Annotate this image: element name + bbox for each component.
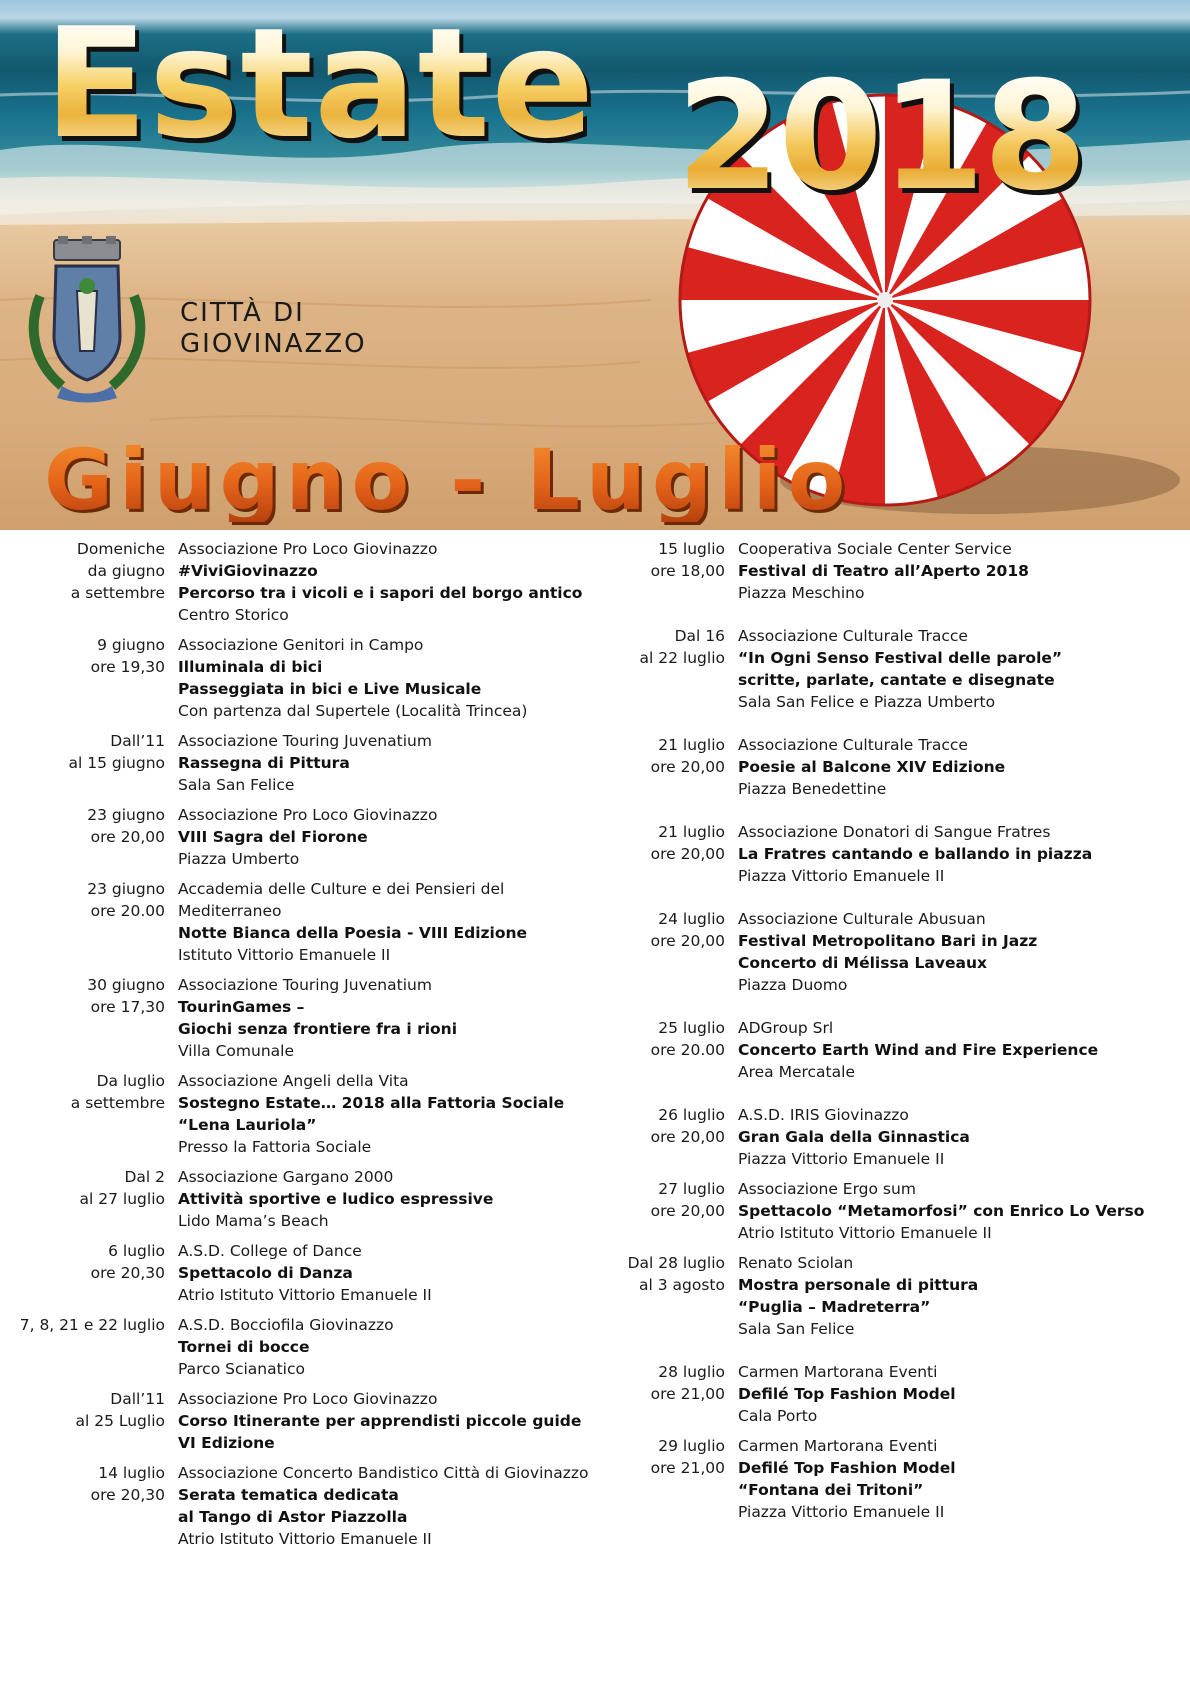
event-venue: Piazza Duomo bbox=[738, 976, 848, 994]
event-organizer: A.S.D. IRIS Giovinazzo bbox=[738, 1106, 909, 1124]
event-title: Notte Bianca della Poesia - VIII Edizione bbox=[178, 924, 528, 942]
event-info bbox=[178, 1070, 600, 1158]
event-title: Giochi senza frontiere fra i rioni bbox=[178, 1020, 458, 1038]
event-date-line: al 27 luglio bbox=[79, 1190, 165, 1208]
event-venue: Istituto Vittorio Emanuele II bbox=[178, 946, 391, 964]
event-date-line: 29 luglio bbox=[658, 1437, 725, 1455]
event-info bbox=[178, 1314, 600, 1380]
event-title: Rassegna di Pittura bbox=[178, 754, 350, 772]
event-entry bbox=[0, 804, 600, 870]
event-organizer: Associazione Culturale Tracce bbox=[738, 736, 968, 754]
event-date-line: al 25 Luglio bbox=[75, 1412, 165, 1430]
event-date-line: ore 20,00 bbox=[650, 932, 725, 950]
event-entry bbox=[600, 1361, 1190, 1427]
event-date-line: a settembre bbox=[70, 584, 165, 602]
event-info bbox=[178, 730, 600, 796]
city-name-line2: GIOVINAZZO bbox=[180, 329, 367, 359]
event-date-line: ore 21,00 bbox=[650, 1385, 725, 1403]
event-date-line: al 3 agosto bbox=[639, 1276, 725, 1294]
event-venue: Atrio Istituto Vittorio Emanuele II bbox=[178, 1530, 432, 1548]
event-info bbox=[738, 1435, 1190, 1523]
event-title: Passeggiata in bici e Live Musicale bbox=[178, 680, 482, 698]
event-entry bbox=[0, 1314, 600, 1380]
event-venue: Centro Storico bbox=[178, 606, 289, 624]
event-title: Poesie al Balcone XIV Edizione bbox=[738, 758, 1006, 776]
event-date bbox=[0, 538, 178, 626]
event-title: “Puglia – Madreterra” bbox=[738, 1298, 931, 1316]
event-entry bbox=[0, 1462, 600, 1550]
event-date-line: ore 20,00 bbox=[650, 845, 725, 863]
event-venue: Piazza Meschino bbox=[738, 584, 865, 602]
event-venue: Villa Comunale bbox=[178, 1042, 295, 1060]
event-title: Concerto Earth Wind and Fire Experience bbox=[738, 1041, 1099, 1059]
event-date bbox=[0, 878, 178, 966]
event-info bbox=[738, 1178, 1190, 1244]
months-heading: Giugno - Luglio bbox=[44, 431, 852, 529]
event-venue: Atrio Istituto Vittorio Emanuele II bbox=[738, 1224, 992, 1242]
event-organizer: Associazione Gargano 2000 bbox=[178, 1168, 394, 1186]
event-info bbox=[738, 1017, 1190, 1083]
event-organizer: Associazione Touring Juvenatium bbox=[178, 732, 432, 750]
event-date bbox=[600, 908, 738, 996]
event-date-line: 21 luglio bbox=[658, 736, 725, 754]
event-date bbox=[600, 734, 738, 800]
event-date bbox=[600, 625, 738, 713]
event-date-line: al 15 giugno bbox=[68, 754, 165, 772]
event-date-line: Da luglio bbox=[96, 1072, 165, 1090]
event-entry bbox=[600, 1017, 1190, 1083]
event-venue: Parco Scianatico bbox=[178, 1360, 305, 1378]
event-date-line: ore 17,30 bbox=[90, 998, 165, 1016]
event-entry bbox=[600, 908, 1190, 996]
event-entry bbox=[0, 634, 600, 722]
event-date-line: ore 20,00 bbox=[650, 1202, 725, 1220]
event-organizer: Associazione Culturale Tracce bbox=[738, 627, 968, 645]
event-organizer: Cooperativa Sociale Center Service bbox=[738, 540, 1012, 558]
event-date bbox=[0, 974, 178, 1062]
event-title: Spettacolo di Danza bbox=[178, 1264, 353, 1282]
event-info bbox=[738, 1252, 1190, 1340]
event-venue: Atrio Istituto Vittorio Emanuele II bbox=[178, 1286, 432, 1304]
event-date bbox=[0, 634, 178, 722]
event-info bbox=[178, 878, 600, 966]
event-date bbox=[0, 1388, 178, 1454]
event-entry bbox=[0, 878, 600, 966]
event-organizer: Associazione Ergo sum bbox=[738, 1180, 916, 1198]
event-date-line: da giugno bbox=[87, 562, 165, 580]
event-venue: Piazza Vittorio Emanuele II bbox=[738, 1503, 945, 1521]
event-info bbox=[738, 821, 1190, 887]
event-organizer: A.S.D. College of Dance bbox=[178, 1242, 362, 1260]
event-organizer: Associazione Pro Loco Giovinazzo bbox=[178, 1390, 438, 1408]
event-info bbox=[178, 1388, 600, 1454]
event-title: scritte, parlate, cantate e disegnate bbox=[738, 671, 1055, 689]
event-date-line: Dal 2 bbox=[124, 1168, 165, 1186]
title-year: 2018 bbox=[676, 50, 1086, 224]
event-date-line: ore 20,00 bbox=[650, 1128, 725, 1146]
event-info bbox=[178, 974, 600, 1062]
event-info bbox=[738, 625, 1190, 713]
event-entry bbox=[600, 1104, 1190, 1170]
event-organizer: Associazione Pro Loco Giovinazzo bbox=[178, 806, 438, 824]
event-venue: Presso la Fattoria Sociale bbox=[178, 1138, 372, 1156]
event-entry bbox=[0, 974, 600, 1062]
city-crest-icon bbox=[22, 236, 152, 406]
event-date-line: Dal 28 luglio bbox=[627, 1254, 725, 1272]
event-title: Gran Gala della Ginnastica bbox=[738, 1128, 970, 1146]
event-title: Spettacolo “Metamorfosi” con Enrico Lo Verso bbox=[738, 1202, 1145, 1220]
event-title: Illuminala di bici bbox=[178, 658, 323, 676]
event-organizer: Carmen Martorana Eventi bbox=[738, 1437, 938, 1455]
event-title: Defilé Top Fashion Model bbox=[738, 1385, 956, 1403]
event-date-line: 23 giugno bbox=[87, 806, 165, 824]
event-date-line: ore 20,00 bbox=[650, 758, 725, 776]
event-venue: Piazza Umberto bbox=[178, 850, 300, 868]
event-date bbox=[0, 1166, 178, 1232]
event-entry bbox=[600, 1252, 1190, 1340]
event-date bbox=[600, 1104, 738, 1170]
event-info bbox=[178, 1462, 600, 1550]
event-title: “Lena Lauriola” bbox=[178, 1116, 317, 1134]
event-entry bbox=[0, 1388, 600, 1454]
event-title: VI Edizione bbox=[178, 1434, 275, 1452]
event-date-line: ore 20.00 bbox=[650, 1041, 725, 1059]
event-organizer: ADGroup Srl bbox=[738, 1019, 834, 1037]
event-venue: Sala San Felice bbox=[178, 776, 295, 794]
event-date-line: ore 20,30 bbox=[90, 1264, 165, 1282]
event-date-line: Domeniche bbox=[76, 540, 165, 558]
event-venue: Sala San Felice bbox=[738, 1320, 855, 1338]
event-date-line: Dall’11 bbox=[110, 1390, 165, 1408]
event-entry bbox=[600, 538, 1190, 604]
event-entry bbox=[600, 821, 1190, 887]
event-organizer: Associazione Concerto Bandistico Città di Giovinazzo bbox=[178, 1464, 589, 1482]
event-title: “Fontana dei Tritoni” bbox=[738, 1481, 924, 1499]
event-info bbox=[738, 1104, 1190, 1170]
event-title: Corso Itinerante per apprendisti piccole guide bbox=[178, 1412, 582, 1430]
event-date-line: 9 giugno bbox=[97, 636, 165, 654]
event-title: TourinGames – bbox=[178, 998, 305, 1016]
event-title: Sostegno Estate… 2018 alla Fattoria Sociale bbox=[178, 1094, 565, 1112]
title-estate: Estate bbox=[44, 0, 596, 172]
event-date bbox=[0, 1240, 178, 1306]
event-entry bbox=[600, 734, 1190, 800]
event-organizer: Associazione Donatori di Sangue Fratres bbox=[738, 823, 1051, 841]
event-info bbox=[178, 634, 600, 722]
event-date bbox=[600, 1252, 738, 1340]
event-info bbox=[738, 908, 1190, 996]
event-venue: Cala Porto bbox=[738, 1407, 818, 1425]
event-date bbox=[0, 730, 178, 796]
event-info bbox=[178, 1240, 600, 1306]
event-date-line: al 22 luglio bbox=[639, 649, 725, 667]
event-date bbox=[0, 1314, 178, 1380]
event-date-line: 26 luglio bbox=[658, 1106, 725, 1124]
event-title: Serata tematica dedicata bbox=[178, 1486, 399, 1504]
event-entry bbox=[600, 1178, 1190, 1244]
event-organizer: Accademia delle Culture e dei Pensieri del bbox=[178, 880, 505, 898]
event-date-line: 15 luglio bbox=[658, 540, 725, 558]
event-entry bbox=[0, 730, 600, 796]
event-title: VIII Sagra del Fiorone bbox=[178, 828, 368, 846]
event-date-line: 14 luglio bbox=[98, 1464, 165, 1482]
event-entry bbox=[600, 1435, 1190, 1523]
header-banner bbox=[0, 0, 1190, 530]
event-venue: Piazza Benedettine bbox=[738, 780, 887, 798]
event-venue: Piazza Vittorio Emanuele II bbox=[738, 1150, 945, 1168]
event-organizer: Associazione Touring Juvenatium bbox=[178, 976, 432, 994]
event-info bbox=[178, 1166, 600, 1232]
event-date bbox=[600, 538, 738, 604]
event-entry bbox=[0, 1240, 600, 1306]
event-organizer-cont: Mediterraneo bbox=[178, 902, 282, 920]
event-title: Mostra personale di pittura bbox=[738, 1276, 979, 1294]
event-info bbox=[178, 538, 600, 626]
event-entry bbox=[0, 1070, 600, 1158]
schedule-column-left bbox=[0, 538, 600, 1558]
event-date-line: 24 luglio bbox=[658, 910, 725, 928]
event-organizer: Renato Sciolan bbox=[738, 1254, 854, 1272]
event-title: Festival di Teatro all’Aperto 2018 bbox=[738, 562, 1029, 580]
event-date bbox=[600, 821, 738, 887]
event-date bbox=[600, 1435, 738, 1523]
schedule-column-right bbox=[600, 538, 1190, 1531]
event-organizer: A.S.D. Bocciofila Giovinazzo bbox=[178, 1316, 394, 1334]
event-entry bbox=[600, 625, 1190, 713]
event-date bbox=[600, 1017, 738, 1083]
event-date-line: 21 luglio bbox=[658, 823, 725, 841]
event-date-line: ore 20,30 bbox=[90, 1486, 165, 1504]
event-title: al Tango di Astor Piazzolla bbox=[178, 1508, 408, 1526]
event-date-line: ore 19,30 bbox=[90, 658, 165, 676]
event-info bbox=[738, 538, 1190, 604]
event-date-line: a settembre bbox=[70, 1094, 165, 1112]
event-organizer: Associazione Angeli della Vita bbox=[178, 1072, 409, 1090]
event-date bbox=[600, 1178, 738, 1244]
event-title: Attività sportive e ludico espressive bbox=[178, 1190, 494, 1208]
event-venue: Area Mercatale bbox=[738, 1063, 855, 1081]
event-title: La Fratres cantando e ballando in piazza bbox=[738, 845, 1093, 863]
event-date bbox=[0, 804, 178, 870]
event-date-line: ore 18,00 bbox=[650, 562, 725, 580]
event-date-line: 30 giugno bbox=[87, 976, 165, 994]
event-info bbox=[738, 734, 1190, 800]
event-venue: Con partenza dal Supertele (Località Trincea) bbox=[178, 702, 528, 720]
event-entry bbox=[0, 1166, 600, 1232]
event-date-line: 23 giugno bbox=[87, 880, 165, 898]
event-date bbox=[600, 1361, 738, 1427]
city-name bbox=[180, 298, 367, 360]
event-venue: Sala San Felice e Piazza Umberto bbox=[738, 693, 996, 711]
event-organizer: Associazione Genitori in Campo bbox=[178, 636, 424, 654]
event-organizer: Carmen Martorana Eventi bbox=[738, 1363, 938, 1381]
event-date-line: ore 20.00 bbox=[90, 902, 165, 920]
event-info bbox=[738, 1361, 1190, 1427]
event-venue: Piazza Vittorio Emanuele II bbox=[738, 867, 945, 885]
event-title: Tornei di bocce bbox=[178, 1338, 310, 1356]
event-title: Festival Metropolitano Bari in Jazz bbox=[738, 932, 1038, 950]
event-title: #ViviGiovinazzo bbox=[178, 562, 318, 580]
event-venue: Lido Mama’s Beach bbox=[178, 1212, 329, 1230]
event-organizer: Associazione Culturale Abusuan bbox=[738, 910, 986, 928]
event-date-line: 7, 8, 21 e 22 luglio bbox=[19, 1316, 165, 1334]
event-date-line: Dal 16 bbox=[674, 627, 725, 645]
event-date-line: 25 luglio bbox=[658, 1019, 725, 1037]
event-date-line: ore 21,00 bbox=[650, 1459, 725, 1477]
event-title: “In Ogni Senso Festival delle parole” bbox=[738, 649, 1063, 667]
event-date bbox=[0, 1070, 178, 1158]
event-title: Percorso tra i vicoli e i sapori del borgo antico bbox=[178, 584, 583, 602]
event-date-line: 28 luglio bbox=[658, 1363, 725, 1381]
event-title: Concerto di Mélissa Laveaux bbox=[738, 954, 987, 972]
event-info bbox=[178, 804, 600, 870]
event-title: Defilé Top Fashion Model bbox=[738, 1459, 956, 1477]
event-date bbox=[0, 1462, 178, 1550]
event-entry bbox=[0, 538, 600, 626]
event-date-line: 6 luglio bbox=[108, 1242, 165, 1260]
event-date-line: 27 luglio bbox=[658, 1180, 725, 1198]
event-date-line: Dall’11 bbox=[110, 732, 165, 750]
city-name-line1: CITTÀ DI bbox=[180, 298, 305, 328]
event-date-line: ore 20,00 bbox=[90, 828, 165, 846]
event-organizer: Associazione Pro Loco Giovinazzo bbox=[178, 540, 438, 558]
